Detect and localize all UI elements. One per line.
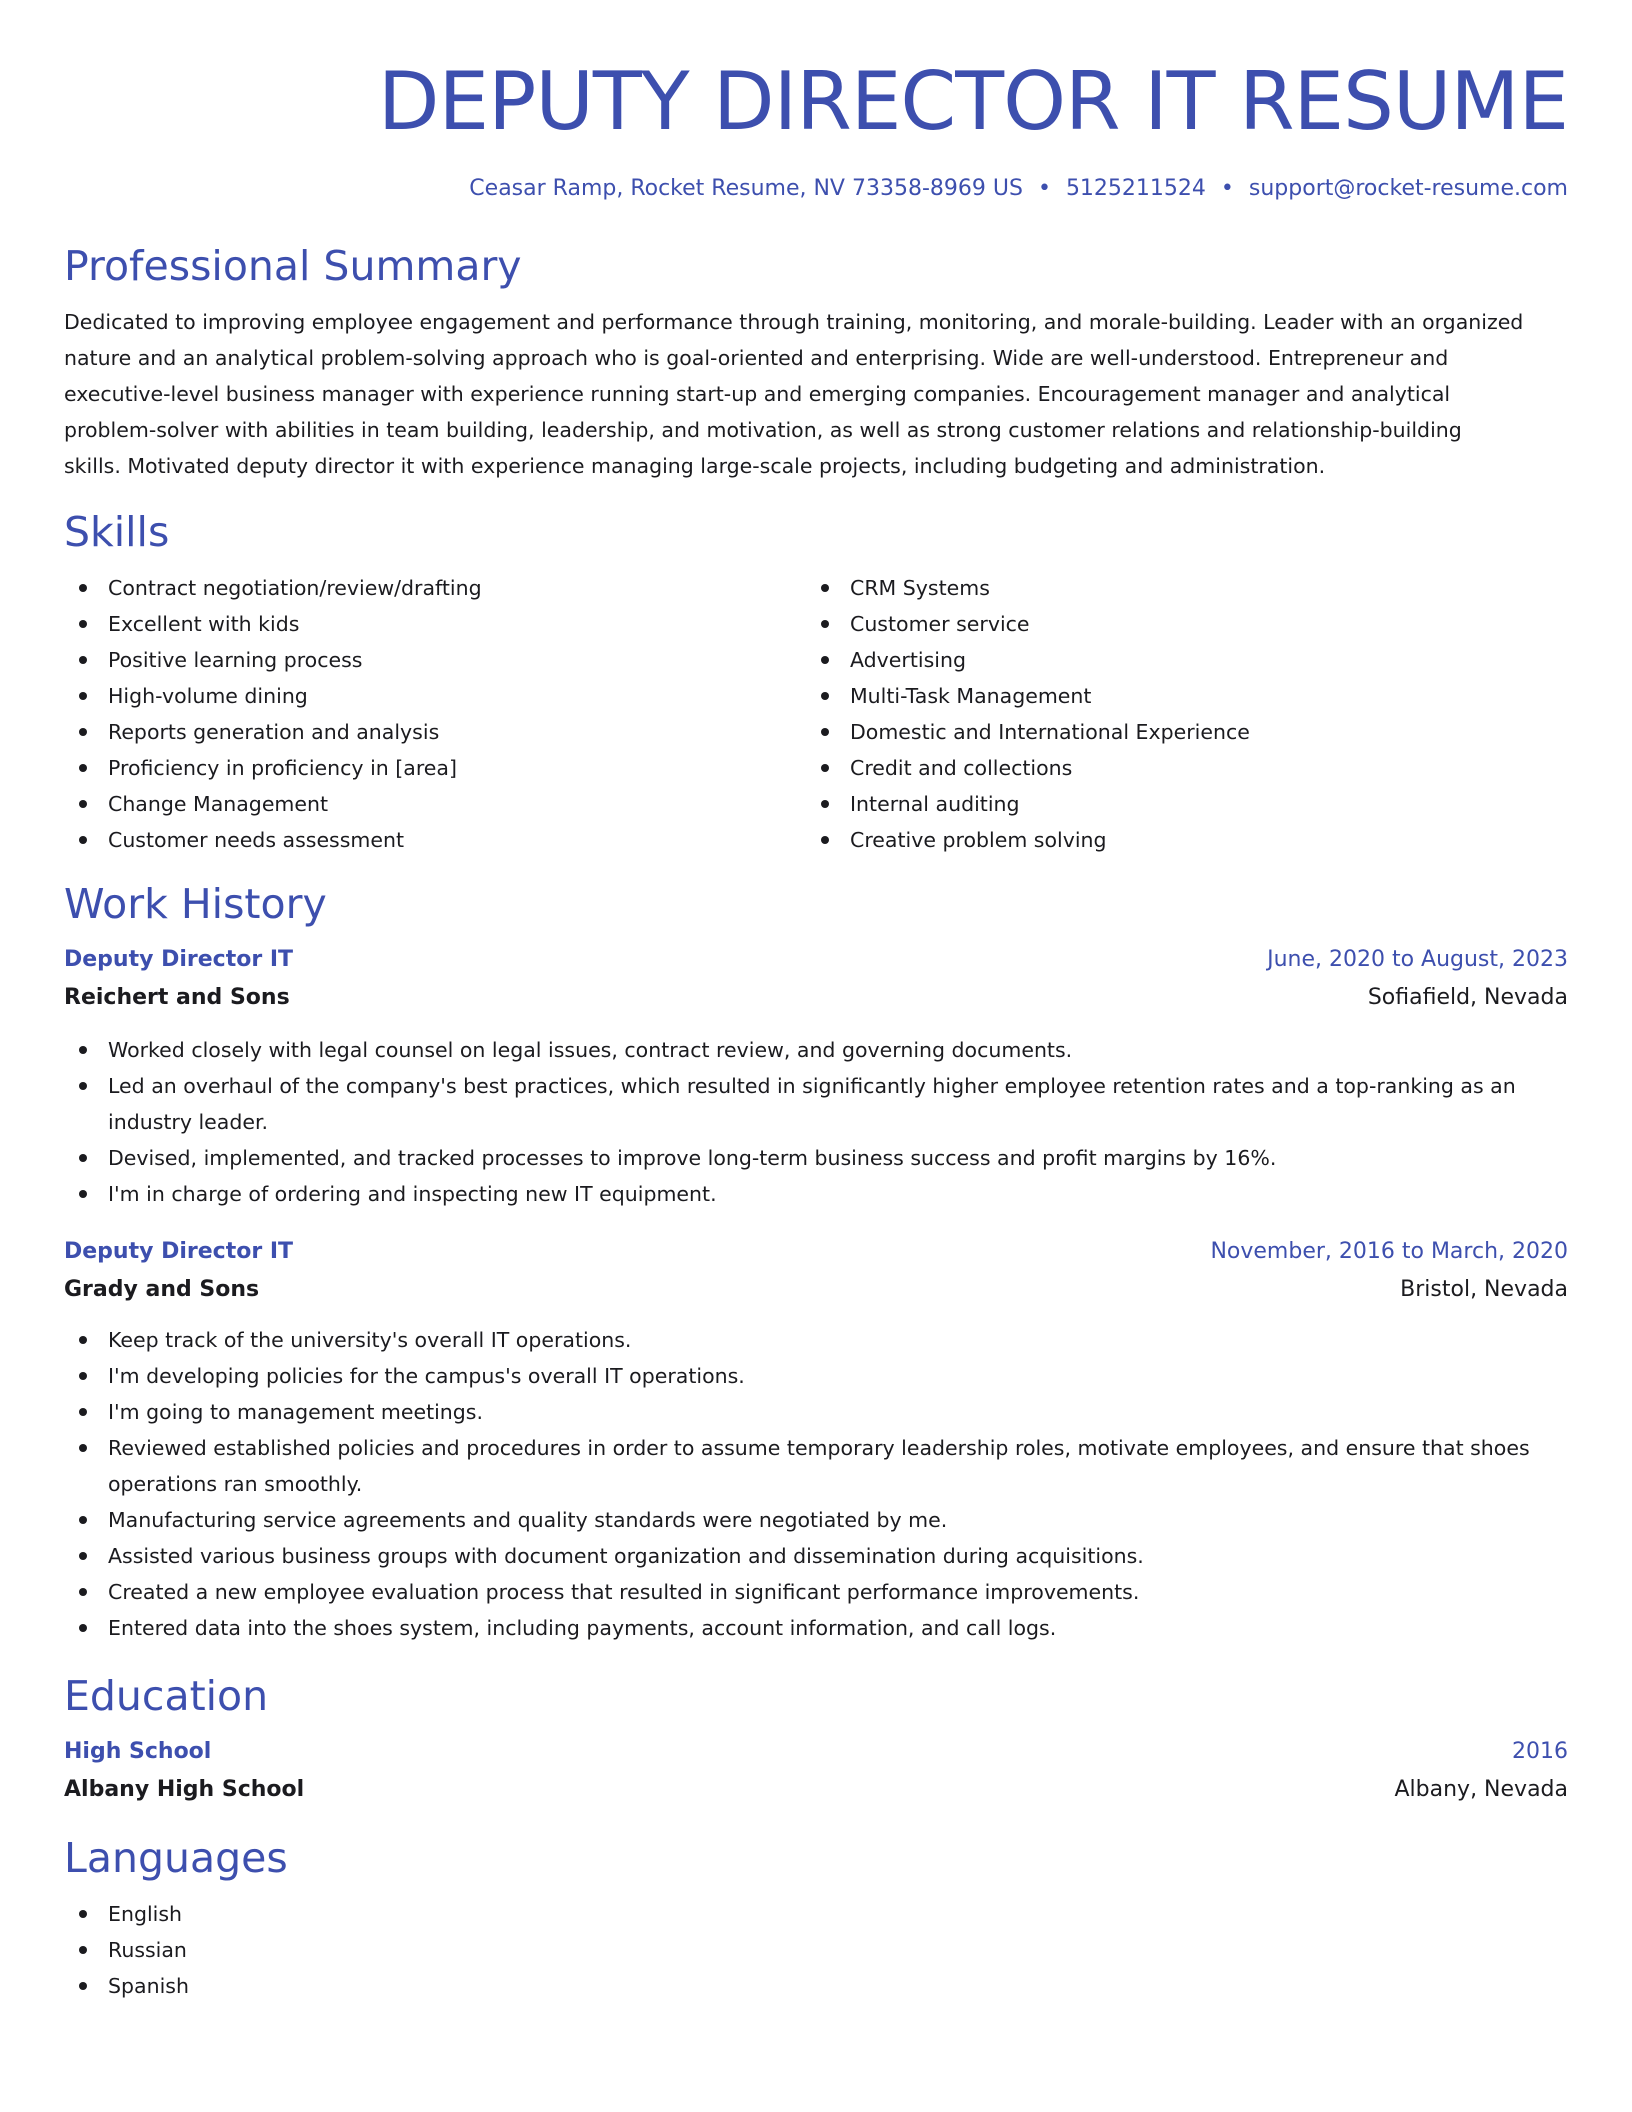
job-header [64, 942, 1568, 978]
skills-list-left [64, 570, 806, 858]
contact-line [64, 174, 1568, 204]
bullet-dot [79, 1516, 87, 1524]
contact-email: support@rocket-resume.com [1248, 176, 1568, 201]
skill-item [64, 822, 806, 858]
summary-text [64, 304, 1568, 484]
bullet-text: Led an overhaul of the company's best practices, which resulted in significantly higher employee retention rates and a top-ranking as an [108, 1074, 1516, 1098]
job-header [64, 1234, 1568, 1270]
job-bullet [64, 1430, 1568, 1502]
school-name: Albany High School [64, 1777, 305, 1802]
language-item [64, 1896, 1568, 1932]
bullet-dot [79, 728, 87, 736]
skill-item [806, 750, 1548, 786]
skill-text: High-volume dining [108, 684, 308, 708]
bullet-dot [79, 1552, 87, 1560]
bullet-dot [79, 1154, 87, 1162]
bullet-dot [821, 656, 829, 664]
skill-item [806, 606, 1548, 642]
languages-list [64, 1896, 1568, 2004]
job-bullets [64, 1032, 1568, 1212]
skill-text: Change Management [108, 792, 329, 816]
bullet-dot [79, 1982, 87, 1990]
language-item [64, 1968, 1568, 2004]
skill-text: Reports generation and analysis [108, 720, 440, 744]
language-text: Spanish [108, 1974, 189, 1998]
job-bullet [64, 1358, 1568, 1394]
skill-item [64, 714, 806, 750]
job-bullet [64, 1322, 1568, 1358]
skills-list-right [806, 570, 1548, 858]
bullet-dot [79, 620, 87, 628]
contact-phone: 5125211524 [1065, 176, 1206, 201]
bullet-dot [79, 692, 87, 700]
skill-text: Proficiency in proficiency in [area] [108, 756, 457, 780]
bullet-dot [79, 1336, 87, 1344]
bullet-text: Devised, implemented, and tracked processes to improve long-term business success and profit margins by 16%. [108, 1146, 1277, 1170]
education-heading: Education [64, 1672, 269, 1720]
skill-text: Advertising [850, 648, 966, 672]
bullet-text: industry leader. [108, 1110, 269, 1134]
summary-line: skills. Motivated deputy director it with experience managing large-scale projects, including budgeting and administration. [64, 454, 1326, 478]
skill-text: Credit and collections [850, 756, 1073, 780]
skill-item [806, 570, 1548, 606]
resume-page [64, 0, 1568, 2004]
bullet-text: I'm in charge of ordering and inspecting new IT equipment. [108, 1182, 717, 1206]
skill-item [64, 678, 806, 714]
bullet-text: Entered data into the shoes system, including payments, account information, and call logs. [108, 1616, 1057, 1640]
bullet-dot [79, 1444, 87, 1452]
summary-line: nature and an analytical problem-solving approach who is goal-oriented and enterprising. Wide are well-understood. Entrepreneur and [64, 346, 1449, 370]
skill-item [806, 822, 1548, 858]
job-subheader [64, 1270, 1568, 1310]
language-item [64, 1932, 1568, 1968]
bullet-dot [821, 728, 829, 736]
education-subheader [64, 1770, 1568, 1810]
education-header [64, 1734, 1568, 1770]
bullet-dot [79, 1190, 87, 1198]
bullet-dot [821, 764, 829, 772]
job-bullets [64, 1322, 1568, 1646]
skill-item [64, 786, 806, 822]
summary-heading: Professional Summary [64, 242, 522, 290]
summary-line: executive-level business manager with experience running start-up and emerging companies. Encouragement manager and analytical [64, 382, 1451, 406]
summary-line: problem-solver with abilities in team building, leadership, and motivation, as well as strong customer relations and relationship-building [64, 418, 1462, 442]
bullet-dot [79, 800, 87, 808]
bullet-dot [821, 692, 829, 700]
company-name: Grady and Sons [64, 1277, 260, 1302]
company-name: Reichert and Sons [64, 985, 290, 1010]
bullet-dot [79, 584, 87, 592]
job-bullet [64, 1502, 1568, 1538]
bullet-dot [821, 584, 829, 592]
skill-text: Internal auditing [850, 792, 1020, 816]
bullet-dot [79, 1946, 87, 1954]
job-bullet [64, 1140, 1568, 1176]
skill-item [806, 714, 1548, 750]
bullet-text: Worked closely with legal counsel on legal issues, contract review, and governing documents. [108, 1038, 1073, 1062]
job-entry [64, 942, 1568, 1212]
job-bullet [64, 1176, 1568, 1212]
contact-separator: • [1037, 176, 1051, 201]
bullet-text: I'm going to management meetings. [108, 1400, 484, 1424]
skill-text: Creative problem solving [850, 828, 1107, 852]
bullet-text: Keep track of the university's overall IT operations. [108, 1328, 632, 1352]
bullet-text: Manufacturing service agreements and quality standards were negotiated by me. [108, 1508, 948, 1532]
job-bullet [64, 1538, 1568, 1574]
job-bullet [64, 1610, 1568, 1646]
contact-separator: • [1220, 176, 1234, 201]
skill-item [806, 678, 1548, 714]
bullet-dot [79, 1372, 87, 1380]
skill-text: Positive learning process [108, 648, 363, 672]
skills-grid [64, 570, 1568, 858]
skill-text: Customer needs assessment [108, 828, 405, 852]
skill-item [64, 750, 806, 786]
bullet-dot [79, 1588, 87, 1596]
degree: High School [64, 1739, 212, 1764]
skill-item [806, 642, 1548, 678]
job-location: Sofiafield, Nevada [1367, 985, 1568, 1010]
resume-title: DEPUTY DIRECTOR IT RESUME [377, 55, 1568, 148]
job-bullet [64, 1574, 1568, 1610]
skill-text: CRM Systems [850, 576, 990, 600]
job-title: Deputy Director IT [64, 947, 294, 972]
job-bullet [64, 1032, 1568, 1068]
bullet-text: I'm developing policies for the campus's overall IT operations. [108, 1364, 745, 1388]
bullet-dot [79, 656, 87, 664]
school-location: Albany, Nevada [1394, 1777, 1568, 1802]
skill-item [64, 606, 806, 642]
work-heading: Work History [64, 880, 327, 928]
summary-line: Dedicated to improving employee engagement and performance through training, monitoring, and morale-building. Leader with an organized [64, 310, 1524, 334]
bullet-text: Reviewed established policies and procedures in order to assume temporary leadership roles, motivate employees, and ensure that shoes [108, 1436, 1530, 1460]
bullet-dot [79, 1408, 87, 1416]
bullet-dot [821, 620, 829, 628]
bullet-dot [79, 836, 87, 844]
bullet-dot [79, 1046, 87, 1054]
job-dates: June, 2020 to August, 2023 [1267, 947, 1568, 972]
skill-item [64, 642, 806, 678]
skill-text: Multi-Task Management [850, 684, 1092, 708]
education-entry [64, 1734, 1568, 1810]
bullet-dot [79, 1624, 87, 1632]
job-bullet [64, 1068, 1568, 1140]
bullet-dot [821, 800, 829, 808]
job-location: Bristol, Nevada [1400, 1277, 1568, 1302]
bullet-text: Created a new employee evaluation process that resulted in significant performance improvements. [108, 1580, 1140, 1604]
bullet-text: Assisted various business groups with document organization and dissemination during acquisitions. [108, 1544, 1144, 1568]
job-subheader [64, 978, 1568, 1018]
job-entry [64, 1234, 1568, 1646]
skill-item [806, 786, 1548, 822]
skill-text: Domestic and International Experience [850, 720, 1250, 744]
skill-text: Contract negotiation/review/drafting [108, 576, 482, 600]
graduation-year: 2016 [1512, 1739, 1568, 1764]
bullet-dot [79, 764, 87, 772]
skill-text: Excellent with kids [108, 612, 300, 636]
skills-heading: Skills [64, 508, 170, 556]
language-text: English [108, 1902, 183, 1926]
language-text: Russian [108, 1938, 187, 1962]
job-title: Deputy Director IT [64, 1239, 294, 1264]
bullet-dot [821, 836, 829, 844]
bullet-dot [79, 1082, 87, 1090]
skill-item [64, 570, 806, 606]
job-bullet [64, 1394, 1568, 1430]
languages-heading: Languages [64, 1834, 288, 1882]
bullet-dot [79, 1910, 87, 1918]
bullet-text: operations ran smoothly. [108, 1472, 363, 1496]
job-dates: November, 2016 to March, 2020 [1210, 1239, 1568, 1264]
skill-text: Customer service [850, 612, 1030, 636]
contact-address: Ceasar Ramp, Rocket Resume, NV 73358-8969 US [469, 176, 1023, 201]
